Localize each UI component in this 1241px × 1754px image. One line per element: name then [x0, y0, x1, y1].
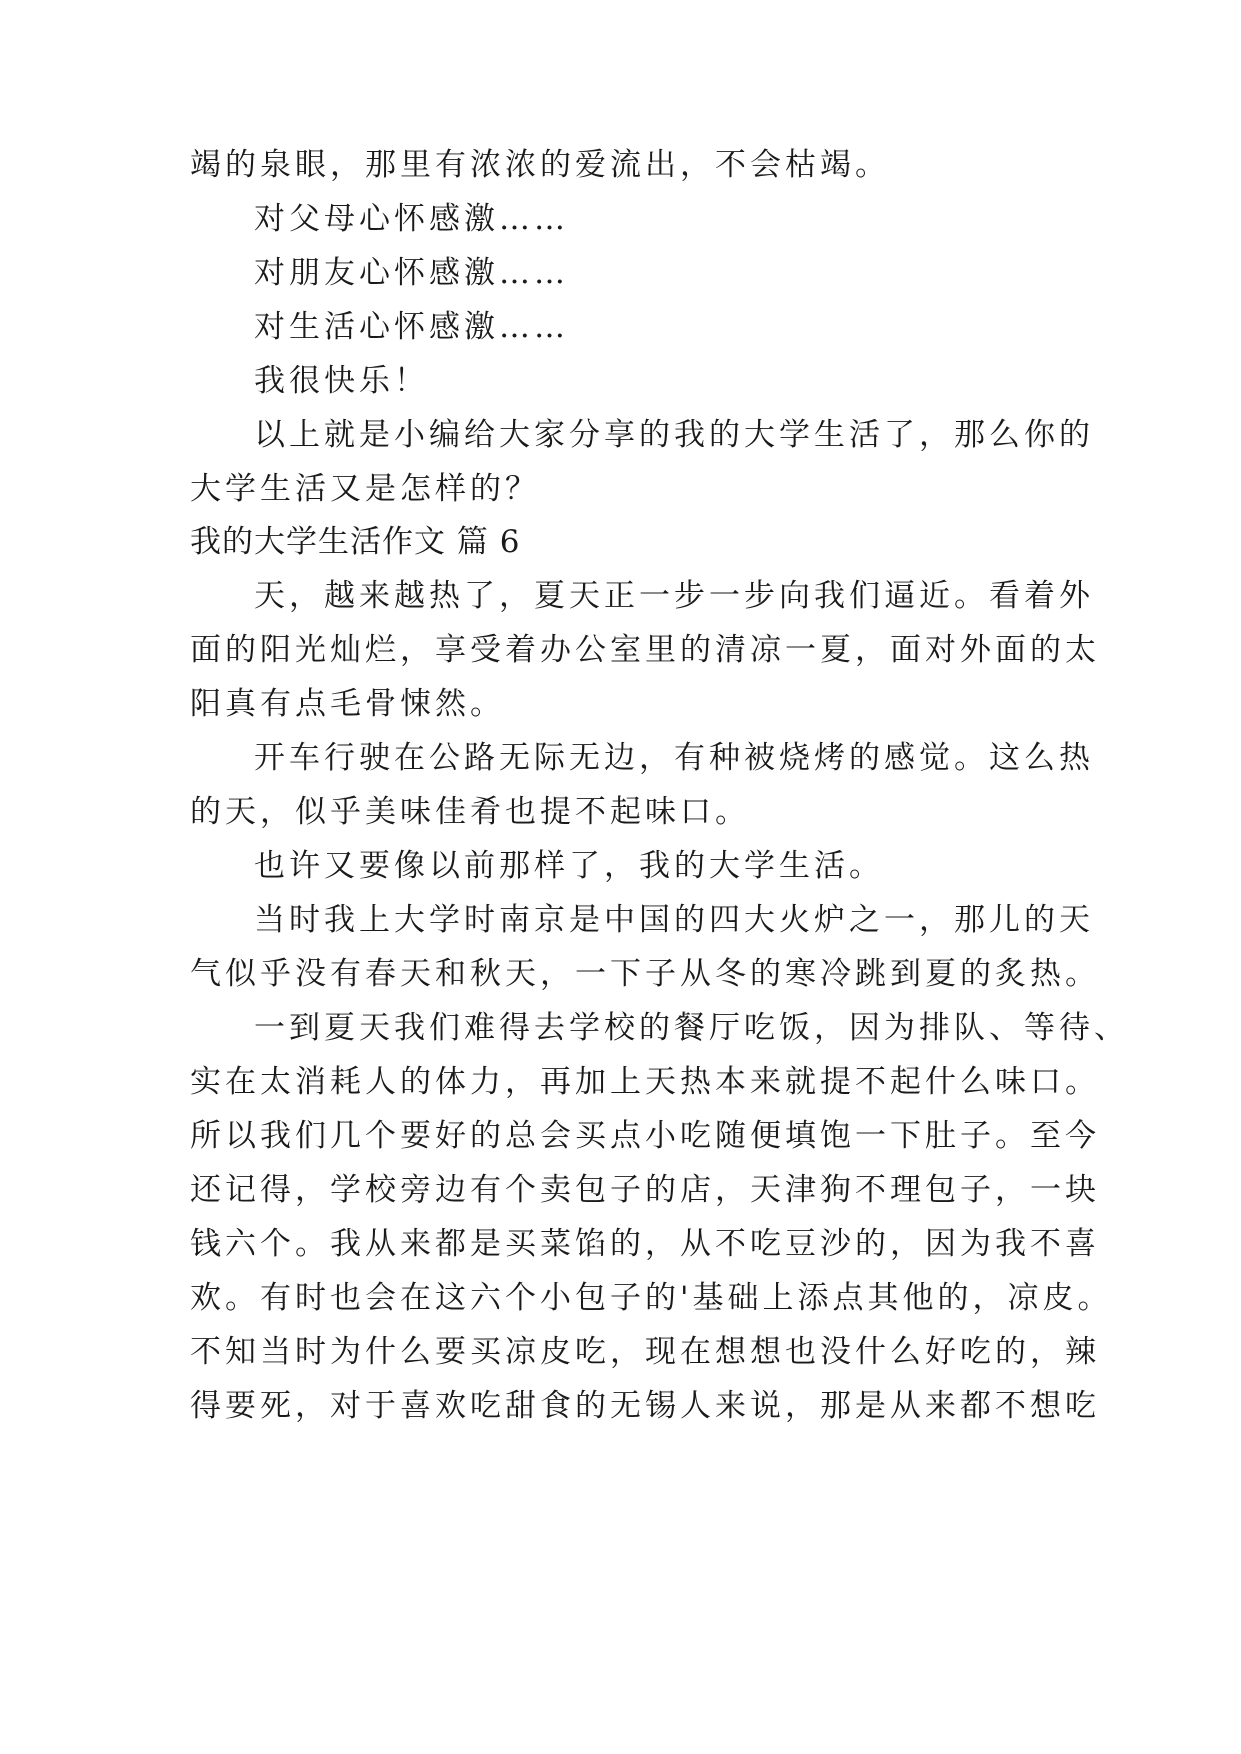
text-line: 气似乎没有春天和秋天，一下子从冬的寒冷跳到夏的炙热。 [190, 956, 1100, 992]
text-line: 得要死，对于喜欢吃甜食的无锡人来说，那是从来都不想吃 [190, 1388, 1100, 1424]
text-line: 开车行驶在公路无际无边，有种被烧烤的感觉。这么热 [254, 740, 1094, 776]
text-line: 钱六个。我从来都是买菜馅的，从不吃豆沙的，因为我不喜 [190, 1226, 1100, 1262]
text-line: 还记得，学校旁边有个卖包子的店，天津狗不理包子，一块 [190, 1172, 1100, 1208]
text-line: 也许又要像以前那样了，我的大学生活。 [254, 848, 884, 884]
text-line: 所以我们几个要好的总会买点小吃随便填饱一下肚子。至今 [190, 1118, 1100, 1154]
text-line: 实在太消耗人的体力，再加上天热本来就提不起什么味口。 [190, 1064, 1100, 1100]
text-line: 当时我上大学时南京是中国的四大火炉之一，那儿的天 [254, 902, 1094, 938]
text-line: 竭的泉眼，那里有浓浓的爱流出，不会枯竭。 [190, 147, 890, 183]
text-line: 我很快乐！ [254, 363, 429, 399]
text-line: 一到夏天我们难得去学校的餐厅吃饭，因为排队、等待、 [254, 1010, 1129, 1046]
text-line: 对朋友心怀感激…… [254, 255, 569, 291]
text-line: 以上就是小编给大家分享的我的大学生活了，那么你的 [254, 417, 1094, 453]
text-line: 欢。有时也会在这六个小包子的'基础上添点其他的，凉皮。 [190, 1280, 1113, 1316]
text-line: 天，越来越热了，夏天正一步一步向我们逼近。看着外 [254, 578, 1094, 614]
text-line: 阳真有点毛骨悚然。 [190, 686, 505, 722]
text-line: 对父母心怀感激…… [254, 201, 569, 237]
text-line: 面的阳光灿烂，享受着办公室里的清凉一夏，面对外面的太 [190, 632, 1100, 668]
text-line: 的天，似乎美味佳肴也提不起味口。 [190, 794, 750, 830]
section-heading: 我的大学生活作文 篇 6 [190, 524, 521, 560]
text-line: 对生活心怀感激…… [254, 309, 569, 345]
text-line: 大学生活又是怎样的？ [190, 471, 540, 507]
text-line: 不知当时为什么要买凉皮吃，现在想想也没什么好吃的，辣 [190, 1334, 1100, 1370]
